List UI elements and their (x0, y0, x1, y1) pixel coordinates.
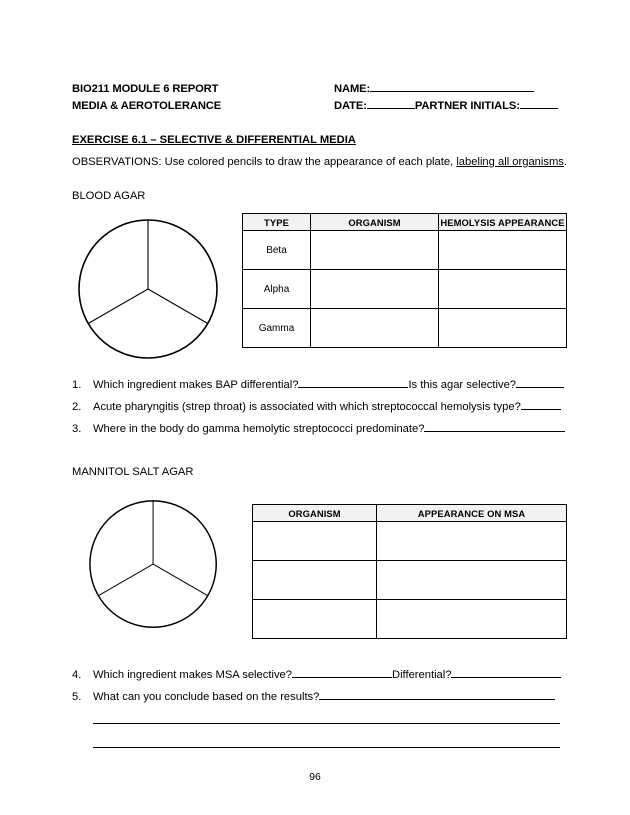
report-title-line1: BIO211 MODULE 6 REPORT (72, 83, 219, 95)
question-5-continuation-line-2[interactable] (93, 747, 560, 748)
column-header-organism: ORGANISM (253, 505, 377, 522)
question-text-1b: Is this agar selective? (408, 379, 517, 391)
question-number-5: 5. (72, 691, 82, 703)
question-text-1a: Which ingredient makes BAP differential? (93, 379, 299, 391)
cell-hemolysis-beta[interactable] (439, 231, 567, 270)
question-text-4a: Which ingredient makes MSA selective? (93, 669, 292, 681)
observations-suffix: . (563, 156, 568, 168)
question-item-3 (72, 420, 572, 442)
cell-hemolysis-gamma[interactable] (439, 309, 567, 348)
mannitol-salt-agar-label: MANNITOL SALT AGAR (72, 466, 194, 478)
question-1-answer-blank-2[interactable] (516, 376, 564, 388)
name-label: NAME: (334, 83, 371, 95)
date-partner-field-group (334, 97, 562, 112)
table-row (253, 522, 567, 561)
cell-organism-gamma[interactable] (311, 309, 439, 348)
question-item-5 (72, 688, 572, 710)
question-number-4: 4. (72, 669, 82, 681)
question-5-answer-blank[interactable] (319, 688, 555, 700)
column-header-hemolysis-appearance: HEMOLYSIS APPEARANCE (439, 214, 567, 231)
question-item-2 (72, 398, 572, 420)
question-text-3: Where in the body do gamma hemolytic streptococci predominate? (93, 423, 425, 435)
cell-appearance-row2[interactable] (377, 561, 567, 600)
exercise-title: EXERCISE 6.1 – SELECTIVE & DIFFERENTIAL MEDIA (72, 134, 356, 146)
column-header-appearance-on-msa: APPEARANCE ON MSA (377, 505, 567, 522)
cell-organism-row3[interactable] (253, 600, 377, 639)
cell-organism-beta[interactable] (311, 231, 439, 270)
name-field-group (334, 80, 562, 95)
blood-agar-table (242, 213, 567, 348)
report-title-line2: MEDIA & AEROTOLERANCE (72, 100, 222, 112)
question-text-2: Acute pharyngitis (strep throat) is associated with which streptococcal hemolysis type? (93, 401, 521, 413)
question-1-answer-blank-1[interactable] (298, 376, 408, 388)
table-header-row (243, 214, 567, 231)
table-row (243, 231, 567, 270)
table-row (243, 270, 567, 309)
date-input-blank[interactable] (367, 97, 415, 109)
date-label: DATE: (334, 100, 367, 112)
cell-organism-row2[interactable] (253, 561, 377, 600)
question-item-1 (72, 376, 572, 398)
cell-type-gamma: Gamma (243, 309, 311, 348)
observations-emphasis: labeling all organisms (456, 156, 564, 168)
partner-initials-input-blank[interactable] (520, 97, 558, 109)
question-item-4 (72, 666, 572, 688)
msa-petri-dish-icon (83, 500, 225, 630)
table-row (253, 561, 567, 600)
partner-initials-label: PARTNER INITIALS: (414, 100, 520, 112)
observations-line (72, 156, 567, 168)
header-row-2 (72, 97, 562, 114)
question-5-continuation-line-1[interactable] (93, 723, 560, 724)
mannitol-salt-agar-table (252, 504, 567, 639)
question-4-answer-blank-2[interactable] (451, 666, 561, 678)
blood-agar-petri-dish-icon (78, 219, 220, 361)
question-4-answer-blank-1[interactable] (292, 666, 392, 678)
observations-prefix: OBSERVATIONS: Use colored pencils to draw the appearance of each plate, (72, 156, 457, 168)
question-number-2: 2. (72, 401, 82, 413)
question-2-answer-blank[interactable] (521, 398, 561, 410)
question-number-3: 3. (72, 423, 82, 435)
header-row-1 (72, 80, 562, 97)
msa-question-list (72, 666, 572, 710)
blood-agar-label: BLOOD AGAR (72, 190, 146, 202)
cell-organism-alpha[interactable] (311, 270, 439, 309)
cell-appearance-row1[interactable] (377, 522, 567, 561)
blood-agar-question-list (72, 376, 572, 442)
table-header-row (253, 505, 567, 522)
cell-type-alpha: Alpha (243, 270, 311, 309)
table-row (243, 309, 567, 348)
question-number-1: 1. (72, 379, 82, 391)
question-text-4b: Differential? (391, 669, 452, 681)
page-number: 96 (309, 772, 321, 783)
cell-organism-row1[interactable] (253, 522, 377, 561)
cell-appearance-row3[interactable] (377, 600, 567, 639)
name-input-blank[interactable] (370, 80, 534, 92)
question-text-5: What can you conclude based on the results? (93, 691, 320, 703)
question-3-answer-blank[interactable] (424, 420, 565, 432)
column-header-organism: ORGANISM (311, 214, 439, 231)
report-header (72, 80, 562, 114)
cell-type-beta: Beta (243, 231, 311, 270)
column-header-type: TYPE (243, 214, 311, 231)
cell-hemolysis-alpha[interactable] (439, 270, 567, 309)
table-row (253, 600, 567, 639)
